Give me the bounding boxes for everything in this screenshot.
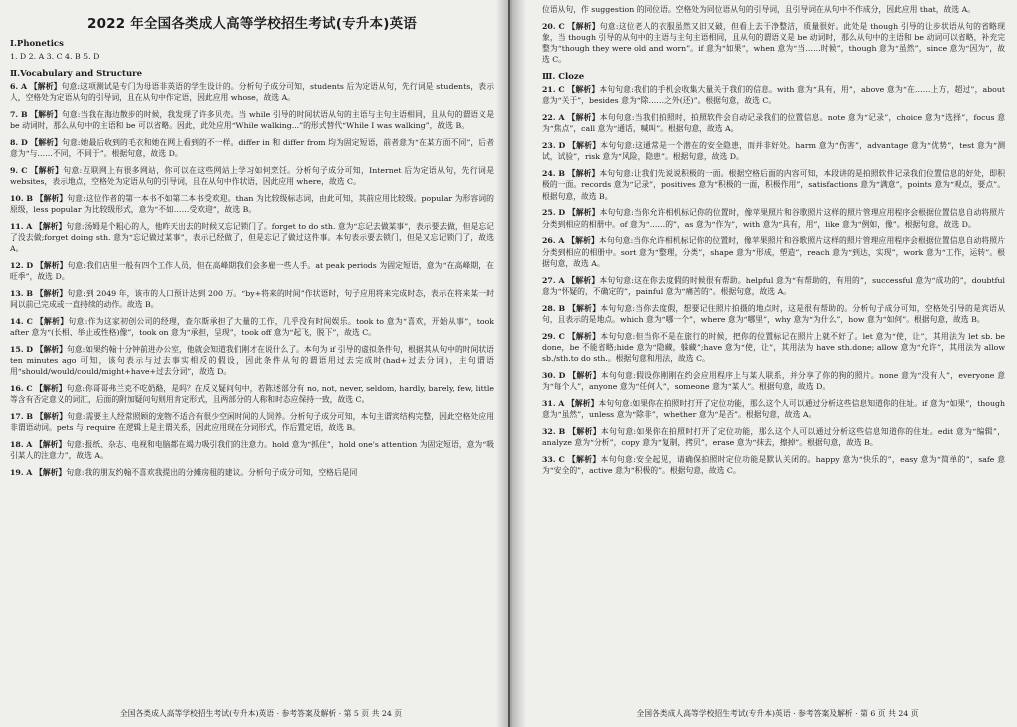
answer-text: 本句句意:当你去度假，想要记住照片拍摄的地点时，这是很有帮助的。分析句子成分可知，空格处引导的是宾语从句，且表示的是地点。which 意为“哪一个”，where 意为“哪里”，why 意为“为什么”，how 意为“如何”。根据句意，故选 B。	[542, 303, 1005, 324]
answer-text: 本句句意:当我们拍照时，拍照软件会自动记录我们的位置信息。note 意为“记录”，choice 意为“选择”，focus 意为“焦点”，call 意为“通话，喊叫”。根据句意，故选 A。	[542, 113, 1005, 134]
answer-text: 句意:我们店里一般有四个工作人员，但在高峰期我们会多雇一些人手。at peak periods 为固定短语，意为“在高峰期，在旺季”，故选 D。	[10, 261, 494, 282]
answer-text: 本句句意:假设你刚刚在约会应用程序上与某人联系，并分享了你的狗的照片。none 意为“没有人”，everyone 意为“每个人”，anyone 意为“任何人”，someone 意为“某人”。根据句意，故选 D。	[542, 370, 1006, 392]
answer-item	[542, 275, 1005, 297]
answer-text: 句意:这位作者的第一本书不如第二本书受欢迎。than 为比较级标志词，由此可知，其前应用比较级。popular 为形容词的原级，less popular 为比较级形式，意为“不如……受欢迎”，故选 B。	[10, 193, 494, 214]
answer-text: 句意:互联网上有很多网站，你可以在这些网站上学习如何烹饪。分析句子成分可知，Internet 后为定语从句，先行词是 websites，表示地点，空格处为定语从句的引导词，且在从句中作状语，因此应用 where，故选 C。	[10, 165, 494, 186]
answer-item	[10, 260, 494, 282]
section-vocabulary-heading: Ⅱ.Vocabulary and Structure	[10, 68, 143, 79]
answer-item	[542, 370, 1005, 392]
answer-text: 本句句意:当你允许相机标记你的位置时，像苹果照片和谷歌照片这样的照片管理应用程序会根据位置信息自动将照片分类到相应的相册中。sort 意为“整理，分类”，shape 意为“形成，塑造”，reach 意为“到达，实现”，work 意为“工作，运转”。根据句意，故选 A。	[542, 236, 1005, 268]
answer-item	[542, 331, 1005, 365]
answer-text: 本句句意:当你允许相机标记你的位置时，像苹果照片和谷歌照片这样的照片管理应用程序会根据位置信息自动将照片分类到相应的相册中。of 意为“……的”，as 意为“作为”，with 意为“具有，用”，like 意为“例如，像”。根据句意，故选 D。	[542, 208, 1005, 229]
answer-text: 句意:作为这家初创公司的经理，查尔斯承担了大量的工作，几乎没有时间娱乐。took to 意为“喜欢，开始从事”，took after 意为“(长相、举止或性格)像”，took on 意为“承担，呈现”，took off 意为“起飞，脱下”，故选 C。	[10, 317, 495, 338]
answer-text: 本句句意:如果你在拍照时打开了定位功能，那么这个人可以通过分析这些信息知道你的住址。edit 意为“编辑”，analyze 意为“分析”，copy 意为“复制，拷贝”，erase 意为“抹去，擦掉”。根据句意，故选 B。	[542, 426, 1005, 448]
answer-tag: 19. A 【解析】	[10, 468, 67, 478]
answer-tag: 21. C 【解析】	[542, 85, 600, 95]
left-answer-list	[10, 81, 494, 479]
answer-text: 本句句意:我们的手机会收集大量关于我们的信息。with 意为“具有，用”，above 意为“在……上方，超过”，about 意为“关于”，besides 意为“除……之外(还)”。根据句意，故选 C。	[542, 85, 1006, 106]
answer-text: 句意:当我在海边散步的时候，我发现了许多贝壳。当 while 引导的时间状语从句的主语与主句主语相同，且从句的谓语义是 be 动词时，那么从句中的主语和 be 可以省略。因此，此处应用“While walking...”的形式替代“While I was walking”，故选 B。	[10, 109, 494, 130]
continued-paragraph: 位语从句，作 suggestion 的同位语。空格处为同位语从句的引导词，且引导词在从句中不作成分，因此应用 that，故选 A。	[542, 5, 976, 14]
answer-text: 本句句意:这通常是一个潜在的安全隐患，而并非好处。harm 意为“伤害”，advantage 意为“优势”，test 意为“测试，试验”，risk 意为“风险，隐患”。根据句意，故选 D。	[542, 141, 1005, 162]
answer-text: 句意:这位老人的衣服虽然又旧又破，但看上去干净整洁，质量很好。此处是 though 引导的让步状语从句的省略现象，当 though 引导的从句中的主语与主句主语相同，且从句的谓语义是 be 动词时，那么从句中的主语和 be 动词可以省略，补充完整为“though they were old and worn”。if 意为“如果”，when 意为“当……时候”，though 意为“虽然”，since 意为“因为”，故选 C。	[542, 21, 1005, 65]
answer-text: 本句句意:如果你在拍照时打开了定位功能，那么这个人可以通过分析这些信息知道你的住址。if 意为“如果”，though 意为“虽然”，unless 意为“除非”，whether 意为“是否”。根据句意，故选 A。	[542, 398, 1005, 420]
answer-text: 句意:需要主人经常照顾的宠物不适合有很少空闲时间的人饲养。分析句子成分可知，本句主谓宾结构完整，因此空格处应用非谓语动词。pets 与 require 在逻辑上是主谓关系，因此应用现在分词形式，作后置定语，故选 B。	[10, 412, 494, 433]
answer-tag: 10. B 【解析】	[10, 193, 68, 203]
answer-tag: 28. B 【解析】	[542, 303, 601, 313]
answer-tag: 18. A 【解析】	[10, 440, 67, 450]
answer-tag: 12. D 【解析】	[10, 261, 68, 270]
answer-text: 本句句意:让我们先说说积极的一面。根据空格后面的内容可知，本段讲的是拍照软件记录我们位置信息的好处，即积极的一面。records 意为“记录”，positives 意为“积极的一面，积极作用”，satisfactions 意为“满意”，points 意为“观点，要点”。根据句意，故选 B。	[542, 169, 1005, 201]
answer-tag: 25. D 【解析】	[542, 208, 600, 218]
answer-item	[10, 344, 494, 378]
answer-tag: 14. C 【解析】	[10, 317, 69, 326]
left-page	[0, 0, 508, 727]
answer-item	[542, 398, 1005, 420]
answer-tag: 27. A 【解析】	[542, 275, 600, 285]
book-gutter-shadow	[496, 0, 526, 727]
answer-text: 句意:到 2049 年，该市的人口预计达到 200 万。“by+将来的时间”作状语时，句子应用将来完成时态，表示在将来某一时间以前已完成或一直持续的动作。故选 B。	[10, 289, 494, 310]
answer-tag: 22. A 【解析】	[542, 113, 600, 123]
answer-item	[542, 235, 1005, 269]
right-page	[510, 0, 1017, 727]
answer-text: 句意:这项测试是专门为母语非英语的学生设计的。分析句子成分可知，students 后为定语从句，先行词是 students，表示人，空格处为定语从句的引导词，且在从句中作定语，因此应用 whose，故选 A。	[10, 81, 494, 102]
answer-tag: 9. C 【解析】	[10, 165, 64, 175]
answer-text: 本句句意:但当你不是在旅行的时候，把你的位置标记在照片上就不好了。let 意为“使，让”，其用法为 let sb. be done，be 不能省略;hide 意为“隐藏，躲藏”;have 意为“使，让”，其用法为 have sth.done; allow 意为“允许”，其用法为 allow sb./sth.to do sth.。根据句意和用法，故选 C。	[542, 331, 1005, 364]
answer-text: 本句句意:这在你去度假的时候很有帮助。helpful 意为“有帮助的，有用的”，successful 意为“成功的”，doubtful 意为“怀疑的，不确定的”，painful 意为“痛苦的”。根据句意，故选 A。	[542, 275, 1005, 296]
answer-tag: 16. C 【解析】	[10, 384, 67, 394]
answer-item	[542, 21, 1005, 66]
answer-item	[10, 383, 494, 405]
answer-item	[10, 288, 494, 310]
answer-text: 句意:报纸、杂志、电视和电脑都在竭力吸引我们的注意力。hold 意为“抓住”，hold one's attention 为固定短语，意为“吸引某人的注意力”，故选 A。	[10, 440, 495, 461]
section-cloze-heading: Ⅲ. Cloze	[542, 72, 585, 83]
answer-tag: 26. A 【解析】	[542, 236, 599, 246]
answer-item	[10, 193, 494, 215]
answer-item	[542, 207, 1005, 229]
answer-tag: 24. B 【解析】	[542, 169, 600, 179]
document-title: 2022 年全国各类成人高等学校招生考试(专升本)英语	[86, 16, 417, 32]
answer-tag: 8. D 【解析】	[10, 137, 63, 147]
answer-item	[10, 411, 494, 433]
answer-tag: 30. D 【解析】	[542, 370, 601, 380]
answer-tag: 6. A 【解析】	[10, 81, 62, 91]
answer-text: 句意:我的朋友约翰不喜欢我提出的分摊房租的建议。分析句子成分可知，空格后是同	[66, 468, 358, 478]
answer-item	[10, 165, 494, 187]
answer-tag: 7. B 【解析】	[10, 109, 62, 119]
phonetics-answers: 1. D 2. A 3. C 4. B 5. D	[10, 52, 100, 61]
answer-item	[542, 454, 1005, 476]
answer-tag: 13. B 【解析】	[10, 289, 68, 298]
answer-tag: 33. C 【解析】	[542, 454, 601, 464]
section-phonetics-heading: Ⅰ.Phonetics	[10, 39, 64, 49]
answer-tag: 23. D 【解析】	[542, 141, 601, 151]
answer-tag: 32. B 【解析】	[542, 426, 601, 436]
answer-text: 句意:如果约翰十分钟前进办公室，他就会知道我们刚才在说什么了。本句为 if 引导的虚拟条件句，根据其从句中的时间状语 ten minutes ago 可知，该句表示与过去事实相反的假设，因此条件从句的谓语用过去完成时(had+过去分词)，主句谓语用“should/would/could/might+have+过去分词”，故选 D。	[10, 345, 494, 377]
answer-tag: 20. C 【解析】	[542, 21, 600, 31]
answer-item	[542, 112, 1005, 134]
answer-tag: 29. C 【解析】	[542, 331, 601, 341]
answer-tag: 15. D 【解析】	[10, 345, 68, 354]
answer-item	[10, 467, 494, 478]
answer-tag: 11. A 【解析】	[10, 221, 67, 231]
left-page-footer: 全国各类成人高等学校招生考试(专升本)英语 · 参考答案及解析 · 第 5 页 共 24 页	[119, 709, 403, 718]
answer-tag: 17. B 【解析】	[10, 412, 68, 422]
answer-item	[10, 221, 494, 255]
answer-item	[542, 140, 1005, 162]
answer-tag: 31. A 【解析】	[542, 398, 599, 408]
answer-text: 句意:汤姆是个粗心的人，他昨天出去的时候又忘记锁门了。forget to do sth. 意为“忘记去做某事”，表示要去做，但是忘记了没去做;forget doing sth. 意为“忘记做过某事”，表示已经做了，但是忘记了做过这件事。本句表示要去锁门，但是又忘记锁门了，故选 A。	[10, 221, 495, 254]
answer-text: 本句句意:安全起见，请确保拍照时定位功能是默认关闭的。happy 意为“快乐的”，easy 意为“简单的”，safe 意为“安全的”，active 意为“积极的”。根据句意，故选 C。	[542, 454, 1005, 476]
right-answer-list	[542, 84, 1005, 476]
answer-item	[542, 168, 1005, 202]
answer-text: 句意:你哥哥弗兰克不吃奶酪，是吗？在反义疑问句中，若陈述部分有 no, not, never, seldom, hardly, barely, few, little 等含有否定意义的词汇，后面的附加疑问句则用肯定形式，且两部分的人称和时态应保持一致，故选 C。	[10, 384, 495, 405]
right-page-footer: 全国各类成人高等学校招生考试(专升本)英语 · 参考答案及解析 · 第 6 页 共 24 页	[636, 709, 919, 718]
answer-item	[542, 426, 1005, 448]
answer-item	[10, 137, 494, 159]
answer-item	[10, 81, 494, 103]
answer-text: 句意:她最后收到的毛衣和她在网上看到的不一样。differ in 和 differ from 均为固定短语，前者意为“在某方面不同”，后者意为“与……不同，不同于”。根据句意，故选 D。	[10, 137, 494, 158]
answer-item	[542, 84, 1005, 106]
answer-item	[10, 316, 494, 338]
answer-item	[10, 439, 494, 461]
answer-item	[10, 109, 494, 131]
answer-item	[542, 303, 1005, 325]
